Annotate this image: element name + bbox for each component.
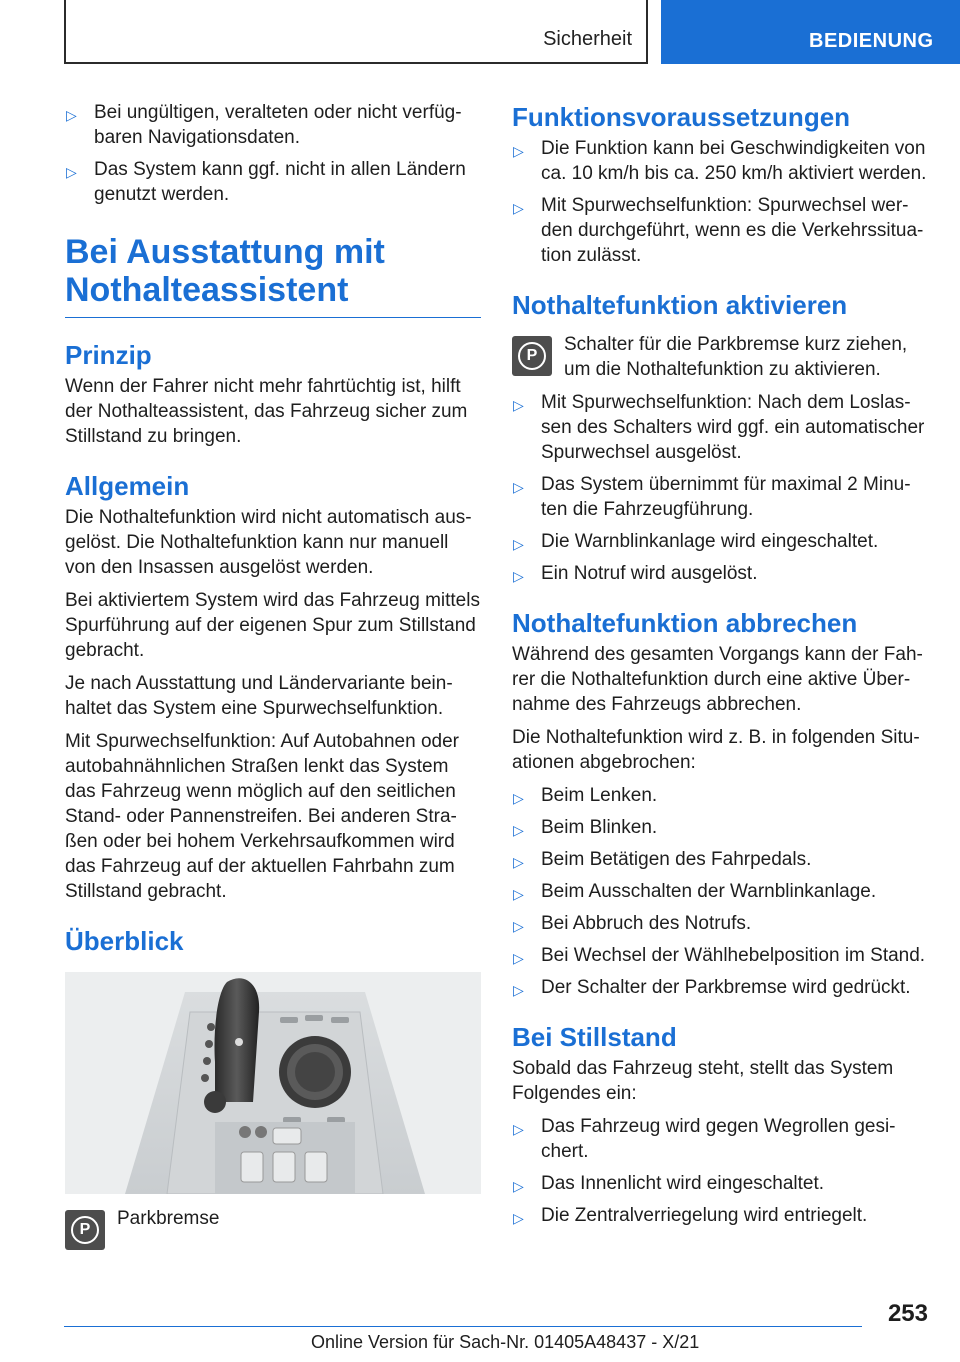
activate-instruction-row <box>512 332 928 382</box>
paragraph: Während des gesamten Vorgangs kann der Fahrer die Nothaltefunktion durch eine aktive Übernahme des Fahrzeugs abbrechen. <box>512 644 923 715</box>
abbrechen-list <box>512 783 928 1000</box>
header-section-box <box>64 0 648 64</box>
left-column <box>65 100 481 1258</box>
paragraph: Die Nothaltefunktion wird z. B. in folgenden Situationen abgebrochen: <box>512 727 920 773</box>
voraussetzungen-list <box>512 136 928 268</box>
header-section-label: Sicherheit <box>543 28 632 50</box>
list-item: ▷ Beim Blinken. <box>512 815 928 840</box>
list-item: ▷ Beim Betätigen des Fahrpedals. <box>512 847 928 872</box>
section-title-stillstand: Bei Stillstand <box>512 1022 677 1052</box>
paragraph: Bei aktiviertem System wird das Fahrzeug mittels Spurführung auf der eigenen Spur zum Stillstand gebracht. <box>65 590 480 661</box>
page-number: 253 <box>887 1300 928 1327</box>
bullet-triangle-icon: ▷ <box>513 200 524 216</box>
list-item: ▷ Die Zentralverriegelung wird entriegelt. <box>512 1203 928 1228</box>
bullet-triangle-icon: ▷ <box>513 950 524 966</box>
chapter-title: Bei Ausstattung mit Nothalteassistent <box>65 233 481 318</box>
list-item: ▷ Bei Wechsel der Wählhebelposition im Stand. <box>512 943 928 968</box>
right-column <box>512 100 928 1235</box>
list-item: ▷ Bei Abbruch des Notrufs. <box>512 911 928 936</box>
bullet-triangle-icon: ▷ <box>513 397 524 413</box>
bullet-triangle-icon: ▷ <box>513 568 524 584</box>
section-title-allgemein: Allgemein <box>65 471 190 501</box>
bullet-triangle-icon: ▷ <box>66 164 77 180</box>
parking-brake-caption-row <box>65 1206 481 1250</box>
bullet-triangle-icon: ▷ <box>66 107 77 123</box>
list-item: ▷ Ein Notruf wird ausgelöst. <box>512 561 928 586</box>
section-title-ueberblick: Überblick <box>65 926 184 956</box>
online-version-text: Online Version für Sach-Nr. 01405A48437 - X/21 <box>311 1332 700 1352</box>
list-item: ▷ Die Funktion kann bei Geschwindigkeiten von ca. 10 km/h bis ca. 250 km/h aktiviert werden. <box>513 138 927 184</box>
header-tab-label: BEDIENUNG <box>809 30 934 52</box>
center-console-illustration <box>65 972 481 1194</box>
stillstand-list <box>512 1114 928 1228</box>
center-console-figure <box>65 972 481 1194</box>
bullet-triangle-icon: ▷ <box>513 536 524 552</box>
bullet-triangle-icon: ▷ <box>513 822 524 838</box>
list-item: ▷ Beim Lenken. <box>512 783 928 808</box>
bullet-triangle-icon: ▷ <box>513 479 524 495</box>
footer-divider <box>64 1326 862 1327</box>
parking-brake-icon: P <box>512 336 552 376</box>
parking-brake-icon: P <box>65 1210 105 1250</box>
list-item: ▷ Der Schalter der Parkbremse wird gedrückt. <box>512 975 928 1000</box>
bullet-triangle-icon: ▷ <box>513 1210 524 1226</box>
bullet-triangle-icon: ▷ <box>513 886 524 902</box>
bullet-triangle-icon: ▷ <box>513 854 524 870</box>
list-item: ▷ Mit Spurwechselfunktion: Spurwechsel werden durchgeführt, wenn es die Verkehrssituation zulässt. <box>513 195 924 266</box>
bullet-triangle-icon: ▷ <box>513 982 524 998</box>
section-title-abbrechen: Nothaltefunktion abbrechen <box>512 608 858 638</box>
paragraph: Wenn der Fahrer nicht mehr fahrtüchtig ist, hilft der Nothalteassistent, das Fahrzeug sicher zum Stillstand zu bringen. <box>65 376 468 447</box>
section-title-prinzip: Prinzip <box>65 340 152 370</box>
intro-bullet-list <box>65 100 481 207</box>
list-item: ▷ Bei ungültigen, veralteten oder nicht verfügbaren Navigationsdaten. <box>66 102 462 148</box>
paragraph: Die Nothaltefunktion wird nicht automatisch ausgelöst. Die Nothaltefunktion kann nur manuell von den Insassen ausgelöst werden. <box>65 507 472 578</box>
header-tab-bedienung[interactable] <box>661 0 960 64</box>
activate-instruction-text: Schalter für die Parkbremse kurz ziehen, um die Nothaltefunktion zu aktivieren. <box>564 334 908 380</box>
bullet-triangle-icon: ▷ <box>513 790 524 806</box>
list-item: ▷ Mit Spurwechselfunktion: Nach dem Loslassen des Schalters wird ggf. ein automatischer Spurwechsel ausgelöst. <box>513 392 925 463</box>
list-item: ▷ Das System übernimmt für maximal 2 Minuten die Fahrzeugführung. <box>513 474 911 520</box>
bullet-triangle-icon: ▷ <box>513 1178 524 1194</box>
section-title-voraussetzungen: Funktionsvoraussetzungen <box>512 102 851 132</box>
list-item: ▷ Beim Ausschalten der Warnblinkanlage. <box>512 879 928 904</box>
list-item: ▷ Das Fahrzeug wird gegen Wegrollen gesichert. <box>513 1116 896 1162</box>
aktivieren-list <box>512 390 928 586</box>
paragraph: Je nach Ausstattung und Ländervariante beinhaltet das System eine Spurwechselfunktion. <box>65 673 453 719</box>
list-item: ▷ Das System kann ggf. nicht in allen Ländern genutzt werden. <box>66 159 466 205</box>
list-item: ▷ Das Innenlicht wird eingeschaltet. <box>512 1171 928 1196</box>
bullet-triangle-icon: ▷ <box>513 1121 524 1137</box>
figure-caption: Parkbremse <box>117 1208 220 1229</box>
bullet-triangle-icon: ▷ <box>513 918 524 934</box>
bullet-triangle-icon: ▷ <box>513 143 524 159</box>
list-item: ▷ Die Warnblinkanlage wird eingeschaltet. <box>512 529 928 554</box>
section-title-aktivieren: Nothaltefunktion aktivieren <box>512 290 848 320</box>
paragraph: Mit Spurwechselfunktion: Auf Autobahnen oder autobahnähnlichen Straßen lenkt das System das Fahrzeug wenn möglich auf den seitlichen Stand- oder Pannenstreifen. Bei anderen Straßen oder bei hohem Verkehrsaufkommen wird das Fahrzeug auf der aktuellen Fahrbahn zum Stillstand gebracht. <box>65 731 459 902</box>
paragraph: Sobald das Fahrzeug steht, stellt das System Folgendes ein: <box>512 1058 894 1104</box>
